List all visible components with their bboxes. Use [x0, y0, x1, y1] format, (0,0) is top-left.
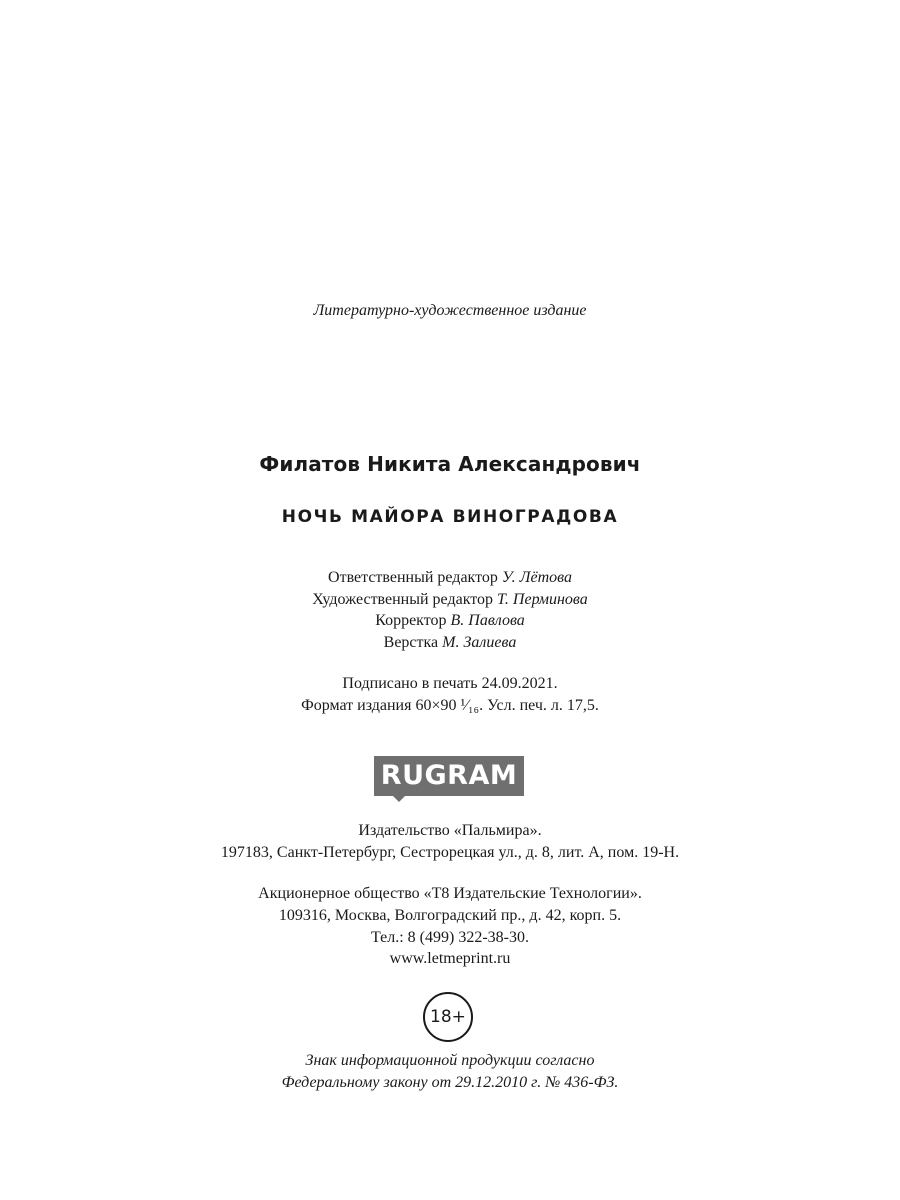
credit-role: Корректор — [375, 612, 447, 629]
author-name: Филатов Никита Александрович — [259, 452, 641, 476]
rugram-logo — [374, 756, 524, 802]
printer-phone: Тел.: 8 (499) 322-38-30. — [370, 929, 529, 946]
credit-role: Художественный редактор — [312, 591, 494, 608]
publisher-name: Издательство «Пальмира». — [358, 822, 542, 839]
credit-line — [0, 569, 900, 587]
info-notice-line2: Федеральному закону от 29.12.2010 г. № 436-ФЗ. — [281, 1074, 619, 1091]
printer-website: www.letmeprint.ru — [389, 950, 511, 967]
edition-genre: Литературно-художественное издание — [313, 302, 587, 319]
info-notice-line1: Знак информационной продукции согласно — [305, 1052, 595, 1069]
print-signed-date: Подписано в печать 24.09.2021. — [342, 675, 558, 692]
print-format: Формат издания 60×90 ¹⁄₁₆. Усл. печ. л. 17,5. — [301, 697, 599, 714]
age-rating-badge: 18+ — [423, 992, 473, 1042]
credit-role: Ответственный редактор — [328, 569, 498, 586]
publisher-address: 197183, Санкт-Петербург, Сестрорецкая ул., д. 8, лит. А, пом. 19-Н. — [220, 844, 680, 861]
book-title: НОЧЬ МАЙОРА ВИНОГРАДОВА — [281, 507, 619, 527]
credit-role: Верстка — [383, 634, 439, 651]
printer-address: 109316, Москва, Волгоградский пр., д. 42, корп. 5. — [278, 907, 622, 924]
credit-line — [0, 612, 900, 630]
credit-name: У. Лётова — [501, 569, 572, 586]
credit-line — [0, 634, 900, 652]
credit-name: В. Павлова — [450, 612, 525, 629]
credit-name: М. Залиева — [442, 634, 517, 651]
logo-text: RUGRAM — [374, 756, 524, 796]
logo-pointer-icon — [374, 756, 524, 802]
credit-line — [0, 591, 900, 609]
credit-name: Т. Перминова — [497, 591, 588, 608]
printer-name: Акционерное общество «Т8 Издательские Технологии». — [258, 885, 642, 902]
